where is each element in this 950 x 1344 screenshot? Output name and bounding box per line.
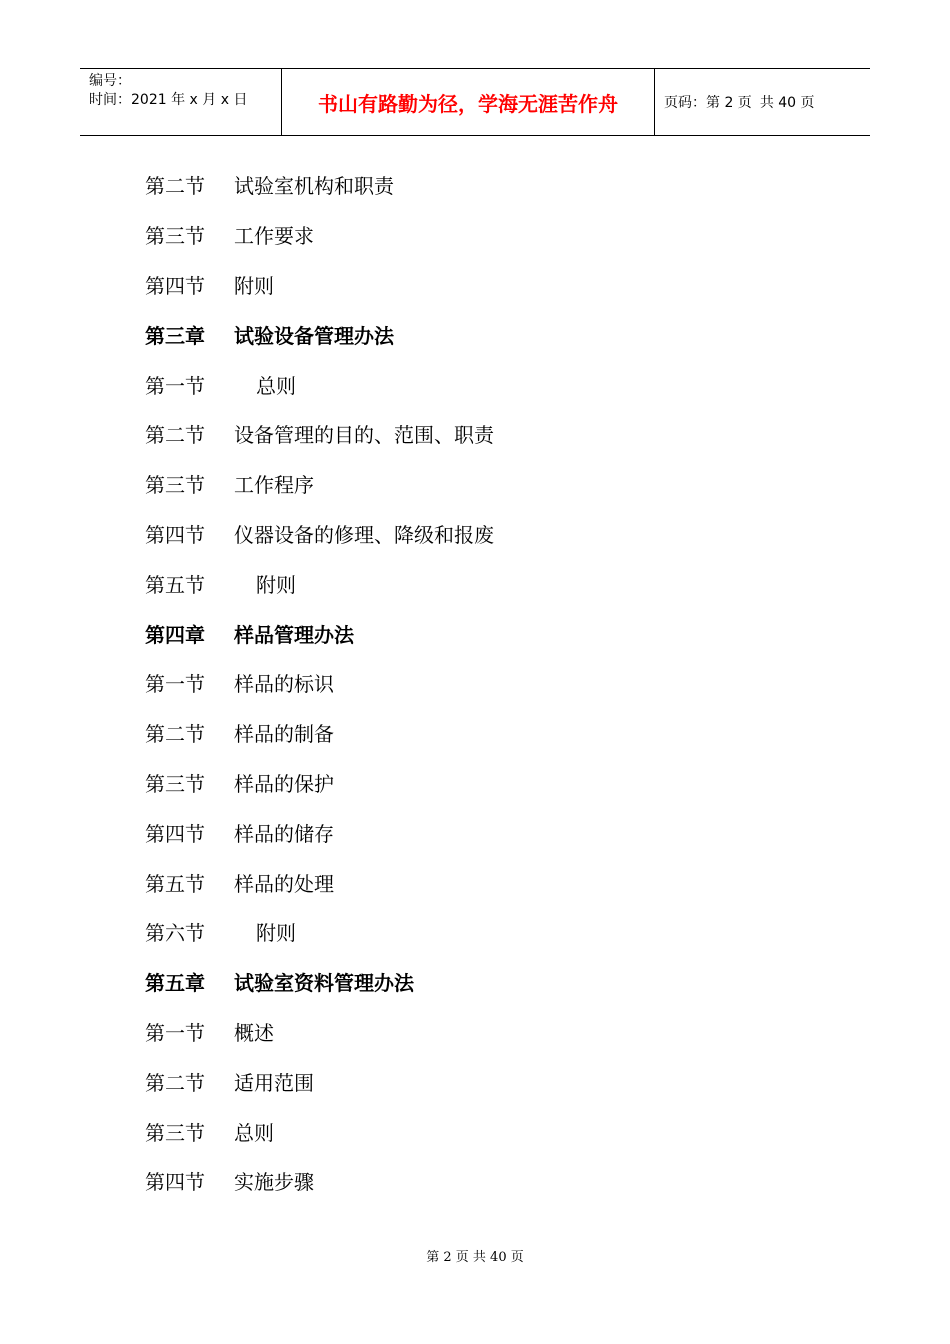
toc-entry-title: 试验室机构和职责 <box>234 174 394 199</box>
toc-section-entry <box>145 658 845 708</box>
toc-section-entry <box>145 459 845 509</box>
page-footer <box>0 1246 950 1265</box>
toc-entry-number: 第三节 <box>145 771 205 796</box>
toc-section-entry <box>145 359 845 409</box>
toc-section-entry <box>145 758 845 808</box>
toc-section-entry <box>145 210 845 260</box>
toc-entry-number: 第三章 <box>145 323 205 348</box>
toc-section-entry <box>145 907 845 957</box>
toc-entry-number: 第三节 <box>145 1120 205 1145</box>
toc-section-entry <box>145 1106 845 1156</box>
header-page-cell <box>655 69 870 135</box>
toc-entry-title: 样品的保护 <box>234 771 334 796</box>
toc-entry-title: 实施步骤 <box>234 1170 314 1195</box>
toc-section-entry <box>145 558 845 608</box>
toc-entry-title: 试验室资料管理办法 <box>234 971 414 996</box>
toc-entry-title: 样品的处理 <box>234 871 334 896</box>
toc-entry-number: 第四章 <box>145 622 205 647</box>
toc-entry-number: 第二节 <box>145 174 205 199</box>
toc-entry-title: 工作程序 <box>234 473 314 498</box>
toc-entry-number: 第三节 <box>145 224 205 249</box>
footer-page-indicator: 第 2 页 共 40 页 <box>426 1250 524 1265</box>
toc-entry-title: 适用范围 <box>234 1070 314 1095</box>
toc-section-entry <box>145 260 845 310</box>
toc-chapter-entry <box>145 309 845 359</box>
toc-entry-title: 总则 <box>234 1120 274 1145</box>
toc-entry-title: 试验设备管理办法 <box>234 323 394 348</box>
toc-entry-title: 样品的制备 <box>234 722 334 747</box>
toc-entry-title: 样品的储存 <box>234 821 334 846</box>
toc-entry-number: 第二节 <box>145 423 205 448</box>
toc-entry-title: 样品管理办法 <box>234 622 354 647</box>
toc-entry-number: 第六节 <box>145 921 205 946</box>
toc-entry-title: 附则 <box>256 572 296 597</box>
page-header <box>80 68 870 136</box>
toc-entry-title: 总则 <box>256 373 296 398</box>
toc-entry-number: 第三节 <box>145 473 205 498</box>
toc-chapter-entry <box>145 957 845 1007</box>
header-info-cell <box>80 69 282 135</box>
toc-entry-number: 第五章 <box>145 971 205 996</box>
toc-section-entry <box>145 160 845 210</box>
header-motto: 书山有路勤为径，学海无涯苦作舟 <box>318 91 618 116</box>
toc-section-entry <box>145 1007 845 1057</box>
toc-entry-title: 附则 <box>234 273 274 298</box>
table-of-contents <box>145 160 845 1206</box>
toc-entry-title: 设备管理的目的、范围、职责 <box>234 423 494 448</box>
toc-entry-number: 第五节 <box>145 572 205 597</box>
toc-section-entry <box>145 857 845 907</box>
toc-entry-title: 工作要求 <box>234 224 314 249</box>
toc-section-entry <box>145 1056 845 1106</box>
toc-entry-title: 仪器设备的修理、降级和报废 <box>234 522 494 547</box>
header-motto-cell <box>282 69 655 135</box>
header-page-number: 页码：第 2 页 <box>664 95 752 111</box>
header-page-total: 共 40 页 <box>759 95 815 111</box>
toc-entry-title: 概述 <box>234 1020 274 1045</box>
toc-entry-number: 第四节 <box>145 1170 205 1195</box>
document-number-label: 编号： <box>89 73 131 89</box>
toc-chapter-entry <box>145 608 845 658</box>
document-date-label: 时间：2021 年 x 月 x 日 <box>89 92 248 108</box>
toc-entry-number: 第二节 <box>145 722 205 747</box>
toc-entry-number: 第一节 <box>145 672 205 697</box>
toc-entry-number: 第一节 <box>145 373 205 398</box>
toc-entry-title: 样品的标识 <box>234 672 334 697</box>
toc-entry-number: 第四节 <box>145 821 205 846</box>
toc-entry-title: 附则 <box>256 921 296 946</box>
toc-section-entry <box>145 409 845 459</box>
toc-section-entry <box>145 509 845 559</box>
toc-entry-number: 第二节 <box>145 1070 205 1095</box>
toc-section-entry <box>145 708 845 758</box>
toc-section-entry <box>145 807 845 857</box>
toc-entry-number: 第一节 <box>145 1020 205 1045</box>
toc-entry-number: 第四节 <box>145 522 205 547</box>
toc-entry-number: 第五节 <box>145 871 205 896</box>
toc-entry-number: 第四节 <box>145 273 205 298</box>
toc-section-entry <box>145 1156 845 1206</box>
